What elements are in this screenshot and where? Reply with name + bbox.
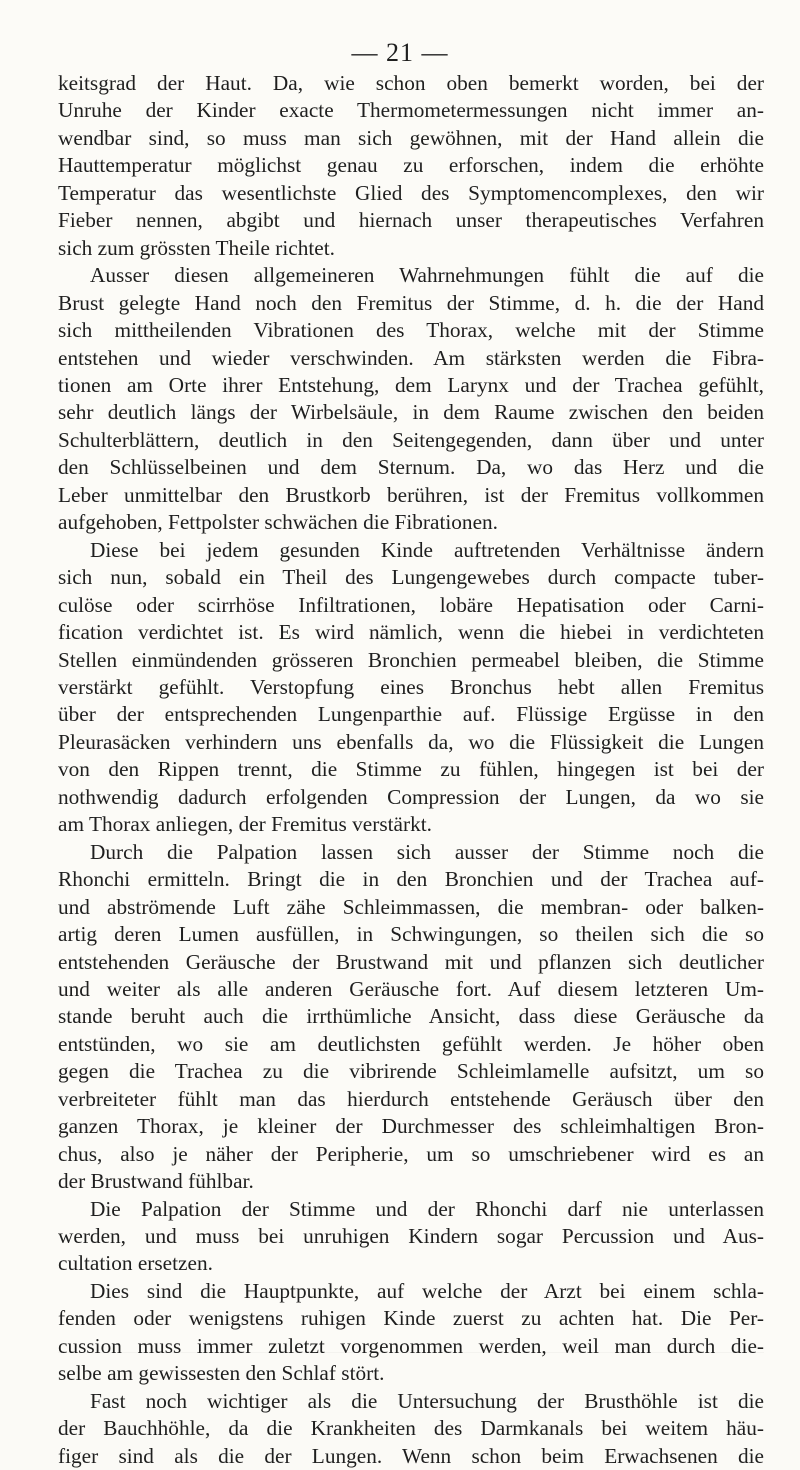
text-line: keitsgrad der Haut. Da, wie schon oben bemerkt worden, bei der bbox=[58, 71, 764, 95]
text-line: Fieber nennen, abgibt und hiernach unser therapeutisches Verfahren bbox=[58, 208, 764, 233]
text-line: den Schlüsselbeinen und dem Sternum. Da, wo das Herz und die bbox=[58, 455, 764, 480]
text-line: selbe am gewissesten den Schlaf stört. bbox=[58, 1361, 385, 1386]
text-line: von den Rippen trennt, die Stimme zu fühlen, hingegen ist bei der bbox=[58, 757, 764, 782]
text-line: entstehen und wieder verschwinden. Am stärksten werden die Fibra- bbox=[58, 345, 764, 370]
text-line: wendbar sind, so muss man sich gewöhnen, mit der Hand allein die bbox=[58, 125, 764, 150]
text-line: stande beruht auch die irrthümliche Ansicht, dass diese Geräusche da bbox=[58, 1004, 764, 1029]
text-line: sich nun, sobald ein Theil des Lungengewebes durch compacte tuber- bbox=[58, 565, 764, 590]
text-line: Fast noch wichtiger als die Untersuchung der Brusthöhle ist die bbox=[90, 1388, 764, 1413]
text-line: Unruhe der Kinder exacte Thermometermessungen nicht immer an- bbox=[58, 98, 764, 123]
text-line: Temperatur das wesentlichste Glied des Symptomencomplexes, den wir bbox=[58, 180, 764, 205]
text-line: entstehenden Geräusche der Brustwand mit und pflanzen sich deutlicher bbox=[58, 949, 764, 974]
text-line: Die Palpation der Stimme und der Rhonchi darf nie unterlassen bbox=[90, 1196, 764, 1221]
text-line: Dies sind die Hauptpunkte, auf welche der Arzt bei einem schla- bbox=[90, 1278, 764, 1303]
text-line: Brust gelegte Hand noch den Fremitus der Stimme, d. h. die der Hand bbox=[58, 290, 764, 315]
text-line: über der entsprechenden Lungenparthie auf. Flüssige Ergüsse in den bbox=[58, 702, 764, 727]
text-line: sich mittheilenden Vibrationen des Thorax, welche mit der Stimme bbox=[58, 318, 764, 343]
text-line: Pleurasäcken verhindern uns ebenfalls da, wo die Flüssigkeit die Lungen bbox=[58, 729, 764, 754]
text-line: sich zum grössten Theile richtet. bbox=[58, 235, 335, 260]
text-line: culöse oder scirrhöse Infiltrationen, lobäre Hepatisation oder Carni- bbox=[58, 592, 764, 617]
page-edge-shadow bbox=[58, 1352, 764, 1353]
text-line: cussion muss immer zuletzt vorgenommen werden, weil man durch die- bbox=[58, 1333, 764, 1358]
text-line: gegen die Trachea zu die vibrirende Schleimlamelle aufsitzt, um so bbox=[58, 1059, 764, 1084]
text-line: fenden oder wenigstens ruhigen Kinde zuerst zu achten hat. Die Per- bbox=[58, 1306, 764, 1331]
text-line: der Brustwand fühlbar. bbox=[58, 1169, 254, 1194]
text-line: nothwendig dadurch erfolgenden Compression der Lungen, da wo sie bbox=[58, 784, 764, 809]
text-line: Rhonchi ermitteln. Bringt die in den Bronchien und der Trachea auf- bbox=[58, 867, 764, 892]
text-line: ganzen Thorax, je kleiner der Durchmesser des schleimhaltigen Bron- bbox=[58, 1114, 764, 1139]
text-line: sehr deutlich längs der Wirbelsäule, in dem Raume zwischen den beiden bbox=[58, 400, 764, 425]
text-line: und weiter als alle anderen Geräusche fort. Auf diesem letzteren Um- bbox=[58, 976, 764, 1001]
text-line: Durch die Palpation lassen sich ausser der Stimme noch die bbox=[90, 839, 764, 864]
text-line: cultation ersetzen. bbox=[58, 1251, 213, 1276]
body-text bbox=[58, 70, 764, 1470]
text-line: Ausser diesen allgemeineren Wahrnehmungen fühlt die auf die bbox=[90, 263, 764, 288]
page-number: — 21 — bbox=[351, 38, 449, 67]
text-line: verstärkt gefühlt. Verstopfung eines Bronchus hebt allen Fremitus bbox=[58, 674, 764, 699]
text-line: Diese bei jedem gesunden Kinde auftretenden Verhältnisse ändern bbox=[90, 537, 764, 562]
text-line: aufgehoben, Fettpolster schwächen die Fibrationen. bbox=[58, 510, 499, 535]
text-line: chus, also je näher der Peripherie, um so umschriebener wird es an bbox=[58, 1141, 764, 1166]
text-line: Stellen einmündenden grösseren Bronchien permeabel bleiben, die Stimme bbox=[58, 647, 764, 672]
text-line: Hauttemperatur möglichst genau zu erforschen, indem die erhöhte bbox=[58, 153, 764, 178]
text-line: am Thorax anliegen, der Fremitus verstärkt. bbox=[58, 812, 432, 837]
text-line: tionen am Orte ihrer Entstehung, dem Larynx und der Trachea gefühlt, bbox=[58, 372, 764, 397]
text-line: Leber unmittelbar den Brustkorb berühren, ist der Fremitus vollkommen bbox=[58, 482, 764, 507]
text-line: der Bauchhöhle, da die Krankheiten des Darmkanals bei weitem häu- bbox=[58, 1416, 764, 1441]
text-line: figer sind als die der Lungen. Wenn schon beim Erwachsenen die bbox=[58, 1443, 764, 1468]
text-line: artig deren Lumen ausfüllen, in Schwingungen, so theilen sich die so bbox=[58, 922, 764, 947]
text-line: und abströmende Luft zähe Schleimmassen, die membran- oder balken- bbox=[58, 894, 764, 919]
text-line: entstünden, wo sie am deutlichsten gefühlt werden. Je höher oben bbox=[58, 1031, 764, 1056]
text-line: Schulterblättern, deutlich in den Seitengegenden, dann über und unter bbox=[58, 427, 764, 452]
text-line: werden, und muss bei unruhigen Kindern sogar Percussion und Aus- bbox=[58, 1224, 764, 1249]
text-line: verbreiteter fühlt man das hierdurch entstehende Geräusch über den bbox=[58, 1086, 764, 1111]
text-line: fication verdichtet ist. Es wird nämlich, wenn die hiebei in verdichteten bbox=[58, 620, 764, 645]
